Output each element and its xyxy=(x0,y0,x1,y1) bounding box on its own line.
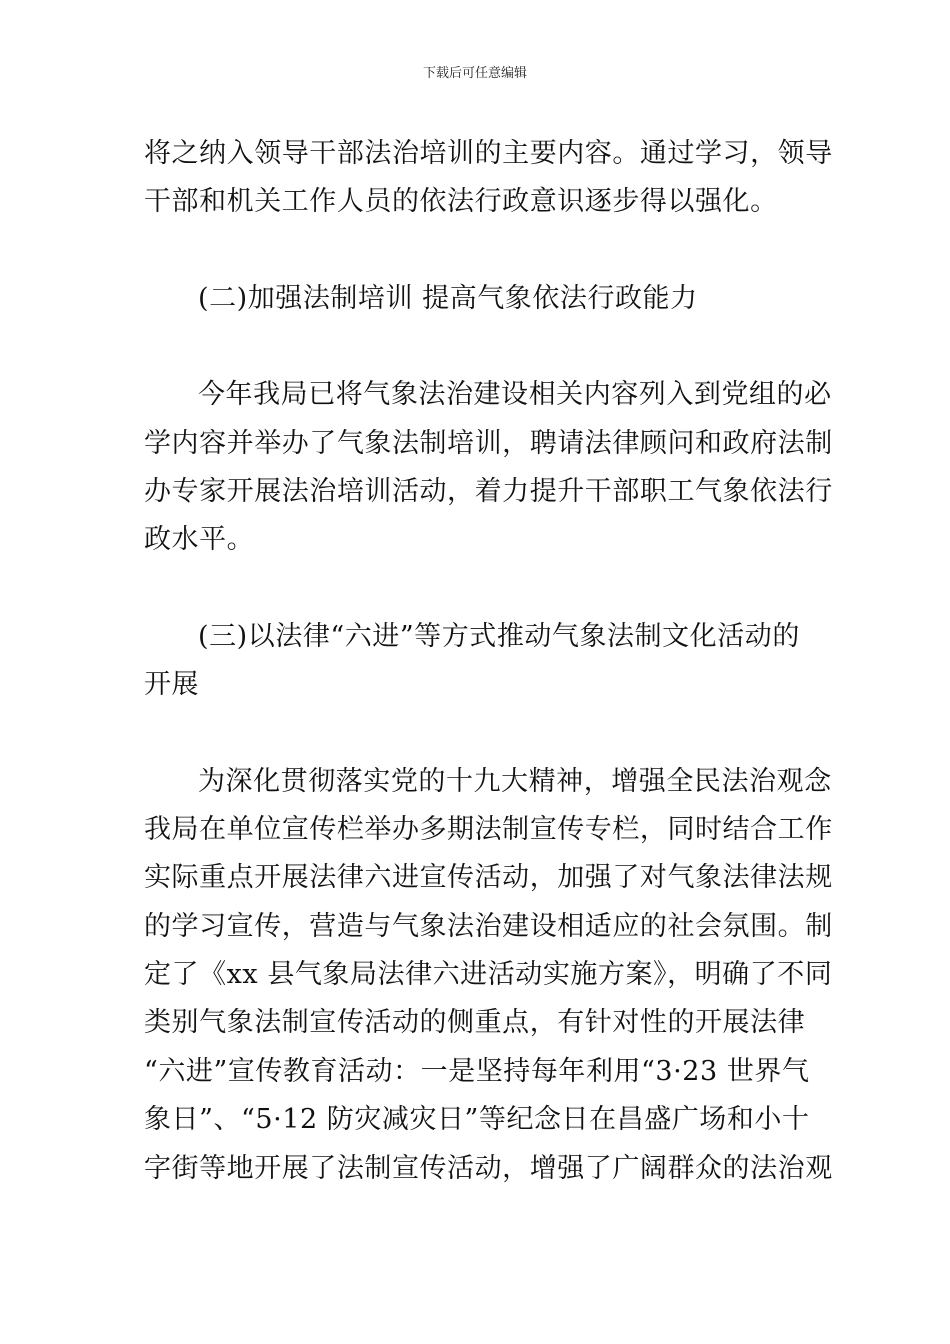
section-heading-2 xyxy=(144,275,809,323)
section-heading-3 xyxy=(144,613,809,710)
text-line: 为深化贯彻落实党的十九大精神，增强全民法治观念 xyxy=(198,765,832,797)
text-line: 我局在单位宣传栏举办多期法制宣传专栏，同时结合工作 xyxy=(144,813,833,845)
heading-line: (二)加强法制培训 提高气象依法行政能力 xyxy=(198,282,698,314)
text-line: 办专家开展法治培训活动，着力提升干部职工气象依法行 xyxy=(144,475,833,507)
text-line: 学内容并举办了气象法制培训，聘请法律顾问和政府法制 xyxy=(144,427,833,459)
text-line: 今年我局已将气象法治建设相关内容列入到党组的必 xyxy=(198,379,832,411)
paragraph-continuation xyxy=(144,130,833,227)
heading-line: (三)以法律“六进”等方式推动气象法制文化活动的 xyxy=(198,620,800,652)
text-line: 实际重点开展法律六进宣传活动，加强了对气象法律法规 xyxy=(144,862,833,894)
text-line: 字街等地开展了法制宣传活动，增强了广阔群众的法治观 xyxy=(144,1152,833,1184)
page-header-note: 下载后可任意编辑 xyxy=(422,66,527,81)
text-line: 类别气象法制宣传活动的侧重点，有针对性的开展法律 xyxy=(144,1007,806,1039)
paragraph-six-entries xyxy=(144,758,833,1194)
document-body xyxy=(144,130,833,1193)
text-line: 干部和机关工作人员的依法行政意识逐步得以强化。 xyxy=(144,186,778,218)
heading-line: 开展 xyxy=(144,669,200,701)
text-line: 将之纳入领导干部法治培训的主要内容。通过学习，领导 xyxy=(144,138,833,169)
text-line: 定了《xx 县气象局法律六进活动实施方案》，明确了不同 xyxy=(144,959,833,991)
text-line: 的学习宣传，营造与气象法治建设相适应的社会氛围。制 xyxy=(144,910,833,942)
text-line: 政水平。 xyxy=(144,524,255,556)
paragraph-training xyxy=(144,371,833,565)
text-line: “六进”宣传教育活动：一是坚持每年利用“3·23 世界气 xyxy=(144,1055,810,1087)
text-line: 象日”、“5·12 防灾减灾日”等纪念日在昌盛广场和小十 xyxy=(144,1104,810,1136)
